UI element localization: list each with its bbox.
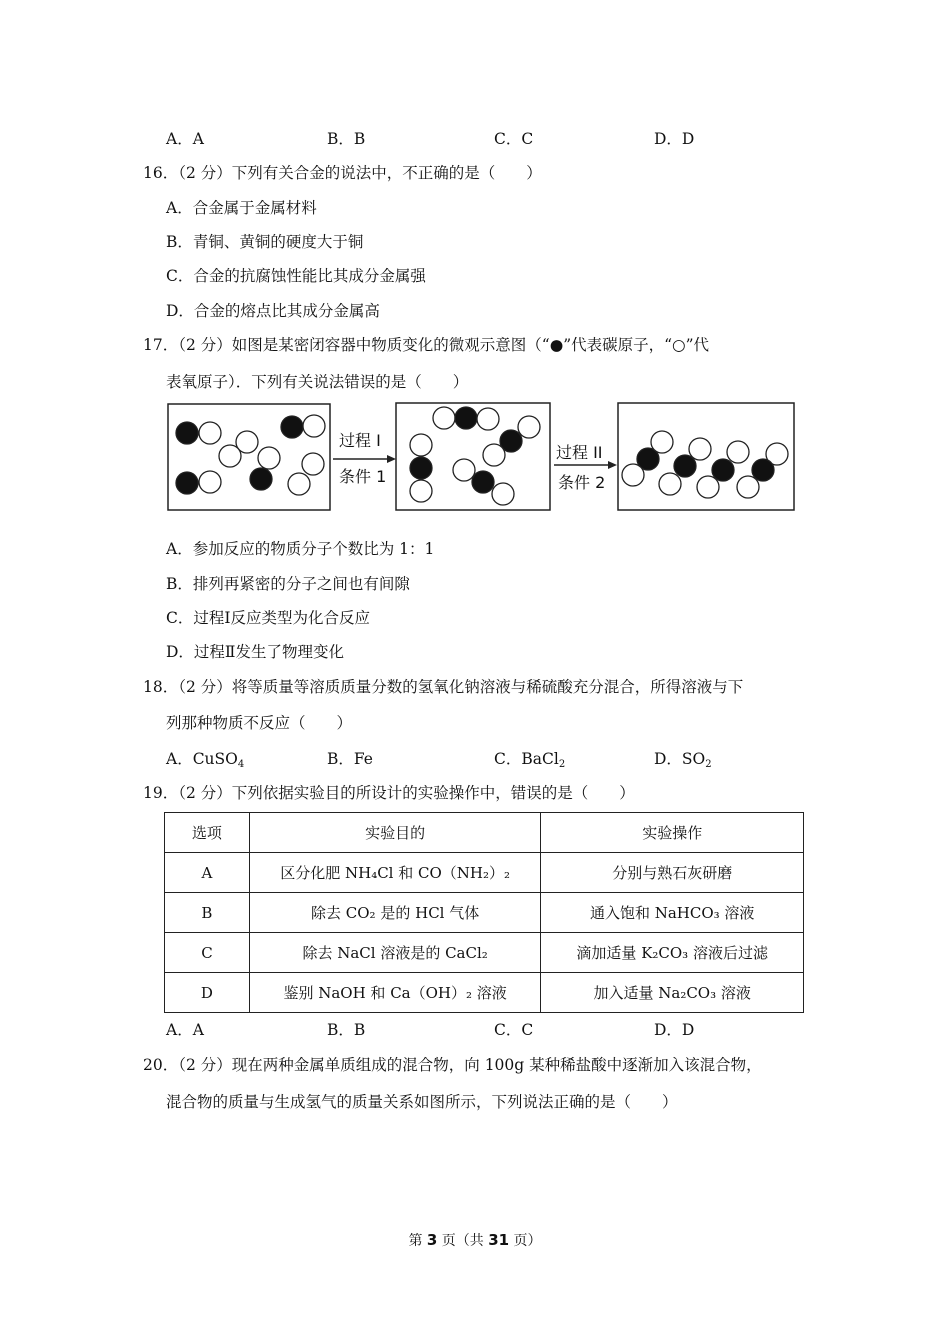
process-1-label: 过程 I (339, 431, 381, 450)
oxygen-atom (477, 408, 499, 430)
q16-stem: 16．（2 分）下列有关合金的说法中，不正确的是（ ） (143, 164, 542, 182)
q17-option-d: D．过程Ⅱ发生了物理变化 (166, 643, 344, 661)
oxygen-atom (659, 473, 681, 495)
q18-option-c: C．BaCl$_2$ (494, 750, 566, 770)
oxygen-atom (689, 438, 711, 460)
oxygen-atom (453, 459, 475, 481)
carbon-atom (472, 471, 494, 493)
process-2-arrow (554, 443, 617, 492)
oxygen-atom (433, 407, 455, 429)
row-purpose: 除去 CO₂ 是的 HCl 气体 (249, 893, 541, 933)
carbon-atom (176, 472, 198, 494)
carbon-atom (674, 455, 696, 477)
oxygen-atom (302, 453, 324, 475)
q19-option-a: A．A (166, 1021, 204, 1039)
q15-option-b: B．B (327, 130, 366, 148)
row-option: C (165, 933, 250, 973)
table-row (165, 893, 804, 933)
row-operation: 加入适量 Na₂CO₃ 溶液 (541, 973, 804, 1013)
condition-1-label: 条件 1 (339, 467, 387, 486)
carbon-atom (250, 468, 272, 490)
q16-option-a: A．合金属于金属材料 (166, 199, 317, 217)
oxygen-atom (483, 444, 505, 466)
oxygen-atom (199, 422, 221, 444)
q17-stem-line1: 17．（2 分）如图是某密闭容器中物质变化的微观示意图（“●”代表碳原子，“○”代 (143, 336, 710, 354)
q16-option-d: D．合金的熔点比其成分金属高 (166, 302, 380, 320)
q16-option-c: C．合金的抗腐蚀性能比其成分金属强 (166, 267, 426, 285)
q15-option-a: A．A (166, 130, 204, 148)
molecule-diagram (167, 402, 799, 514)
q17-option-a: A．参加反应的物质分子个数比为 1：1 (166, 540, 435, 558)
row-purpose: 除去 NaCl 溶液是的 CaCl₂ (249, 933, 541, 973)
row-option: D (165, 973, 250, 1013)
carbon-atom (455, 407, 477, 429)
oxygen-atom (622, 464, 644, 486)
q18-option-b: B．Fe (327, 750, 373, 768)
process-1-arrow (333, 431, 396, 486)
carbon-atom (410, 457, 432, 479)
box-2 (396, 403, 550, 510)
q17-stem-line2: 表氧原子）．下列有关说法错误的是（ ） (166, 373, 469, 391)
oxygen-atom (258, 447, 280, 469)
oxygen-atom (303, 415, 325, 437)
q18-option-d: D．$SO_2$ (654, 750, 712, 770)
page-number: 3 (426, 1231, 438, 1249)
q20-stem-line2: 混合物的质量与生成氢气的质量关系如图所示，下列说法正确的是（ ） (166, 1093, 678, 1111)
oxygen-atom (697, 476, 719, 498)
row-purpose: 区分化肥 NH₄Cl 和 CO（NH₂）₂ (249, 853, 541, 893)
q18-stem-line2: 列那种物质不反应（ ） (166, 714, 353, 732)
box-3 (618, 403, 794, 510)
q15-option-d: D．D (654, 130, 695, 148)
q19-stem: 19．（2 分）下列依据实验目的所设计的实验操作中，错误的是（ ） (143, 784, 635, 802)
oxygen-atom (492, 483, 514, 505)
table-row (165, 973, 804, 1013)
oxygen-atom (199, 471, 221, 493)
q19-option-c: C．C (494, 1021, 534, 1039)
row-operation: 通入饱和 NaHCO₃ 溶液 (541, 893, 804, 933)
row-purpose: 鉴别 NaOH 和 Ca（OH）₂ 溶液 (249, 973, 541, 1013)
carbon-atom (752, 459, 774, 481)
table-row (165, 853, 804, 893)
table-header-row (165, 813, 804, 853)
condition-2-label: 条件 2 (558, 473, 606, 492)
oxygen-atom (410, 434, 432, 456)
oxygen-atom (727, 441, 749, 463)
row-option: A (165, 853, 250, 893)
carbon-atom (281, 416, 303, 438)
oxygen-atom (219, 445, 241, 467)
header-option: 选项 (165, 813, 250, 853)
q17-option-c: C．过程Ⅰ反应类型为化合反应 (166, 609, 370, 627)
header-operation: 实验操作 (541, 813, 804, 853)
page-total: 31 (488, 1231, 510, 1249)
oxygen-atom (410, 480, 432, 502)
page-footer: 第 3 页（共 31 页） (408, 1231, 542, 1249)
process-2-label: 过程 II (556, 443, 603, 462)
q15-option-c: C．C (494, 130, 534, 148)
header-purpose: 实验目的 (249, 813, 541, 853)
carbon-atom (712, 459, 734, 481)
q20-stem-line1: 20．（2 分）现在两种金属单质组成的混合物，向 100g 某种稀盐酸中逐渐加入该混合物， (143, 1056, 762, 1074)
q17-option-b: B．排列再紧密的分子之间也有间隙 (166, 575, 410, 593)
row-option: B (165, 893, 250, 933)
q18-stem-line1: 18．（2 分）将等质量等溶质质量分数的氢氧化钠溶液与稀硫酸充分混合，所得溶液与下 (143, 678, 744, 696)
box-1 (168, 404, 330, 510)
q18-option-a: A．CuSO$_4$ (166, 750, 245, 770)
table-row (165, 933, 804, 973)
row-operation: 滴加适量 K₂CO₃ 溶液后过滤 (541, 933, 804, 973)
q16-option-b: B．青铜、黄铜的硬度大于铜 (166, 233, 364, 251)
oxygen-atom (288, 473, 310, 495)
row-operation: 分别与熟石灰研磨 (541, 853, 804, 893)
oxygen-atom (737, 476, 759, 498)
q19-option-b: B．B (327, 1021, 366, 1039)
carbon-atom (176, 422, 198, 444)
q19-option-d: D．D (654, 1021, 695, 1039)
experiment-table (164, 812, 804, 1013)
oxygen-atom (518, 416, 540, 438)
